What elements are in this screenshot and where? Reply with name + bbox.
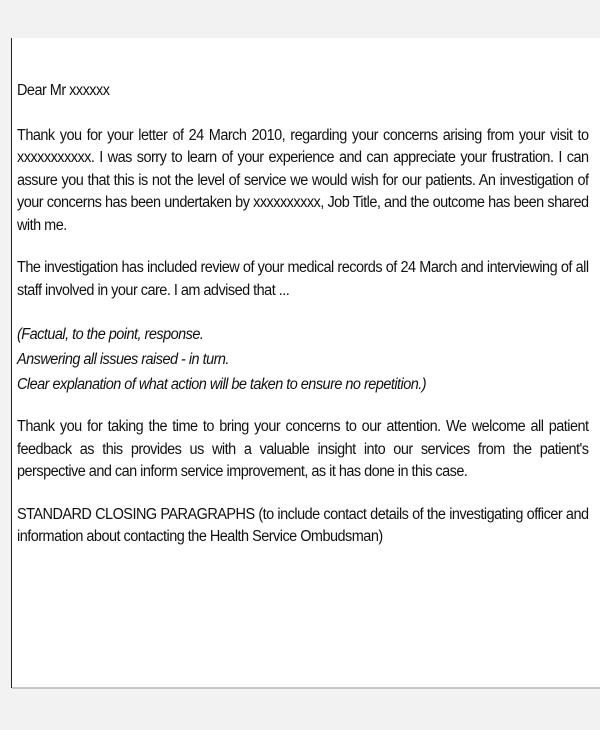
paragraph-feedback: Thank you for taking the time to bring your concerns to our attention. We welcome all patient feedback as this provides us with a valuable insight into our services from the patient's perspective and can inform service improvement, as it has done in this case. [17, 418, 589, 480]
guidance-notes [17, 322, 589, 397]
paragraph-investigation: The investigation has included review of your medical records of 24 March and interviewing of all staff involved in your care. I am advised that ... [17, 259, 589, 299]
paragraph-thank-you-letter: Thank you for your letter of 24 March 2010, regarding your concerns arising from your visit to xxxxxxxxxxx. I was sorry to learn of your experience and can appreciate your frustration. I can assure you that this is not the level of service we would wish for our patients. An investigation of your concerns has been undertaken by xxxxxxxxxx, Job Title, and the outcome has been shared with me. [17, 126, 589, 234]
guidance-note: Answering all issues raised - in turn. [17, 351, 229, 368]
document-page [11, 38, 600, 688]
paragraph-closing: STANDARD CLOSING PARAGRAPHS (to include contact details of the investigating officer and information about contacting the Health Service Ombudsman) [17, 505, 589, 545]
guidance-note: (Factual, to the point, response. [17, 326, 204, 343]
letter-body [17, 80, 589, 549]
page-shadow [12, 687, 600, 689]
salutation: Dear Mr xxxxxx [17, 82, 110, 99]
guidance-note: Clear explanation of what action will be taken to ensure no repetition.) [17, 376, 427, 393]
